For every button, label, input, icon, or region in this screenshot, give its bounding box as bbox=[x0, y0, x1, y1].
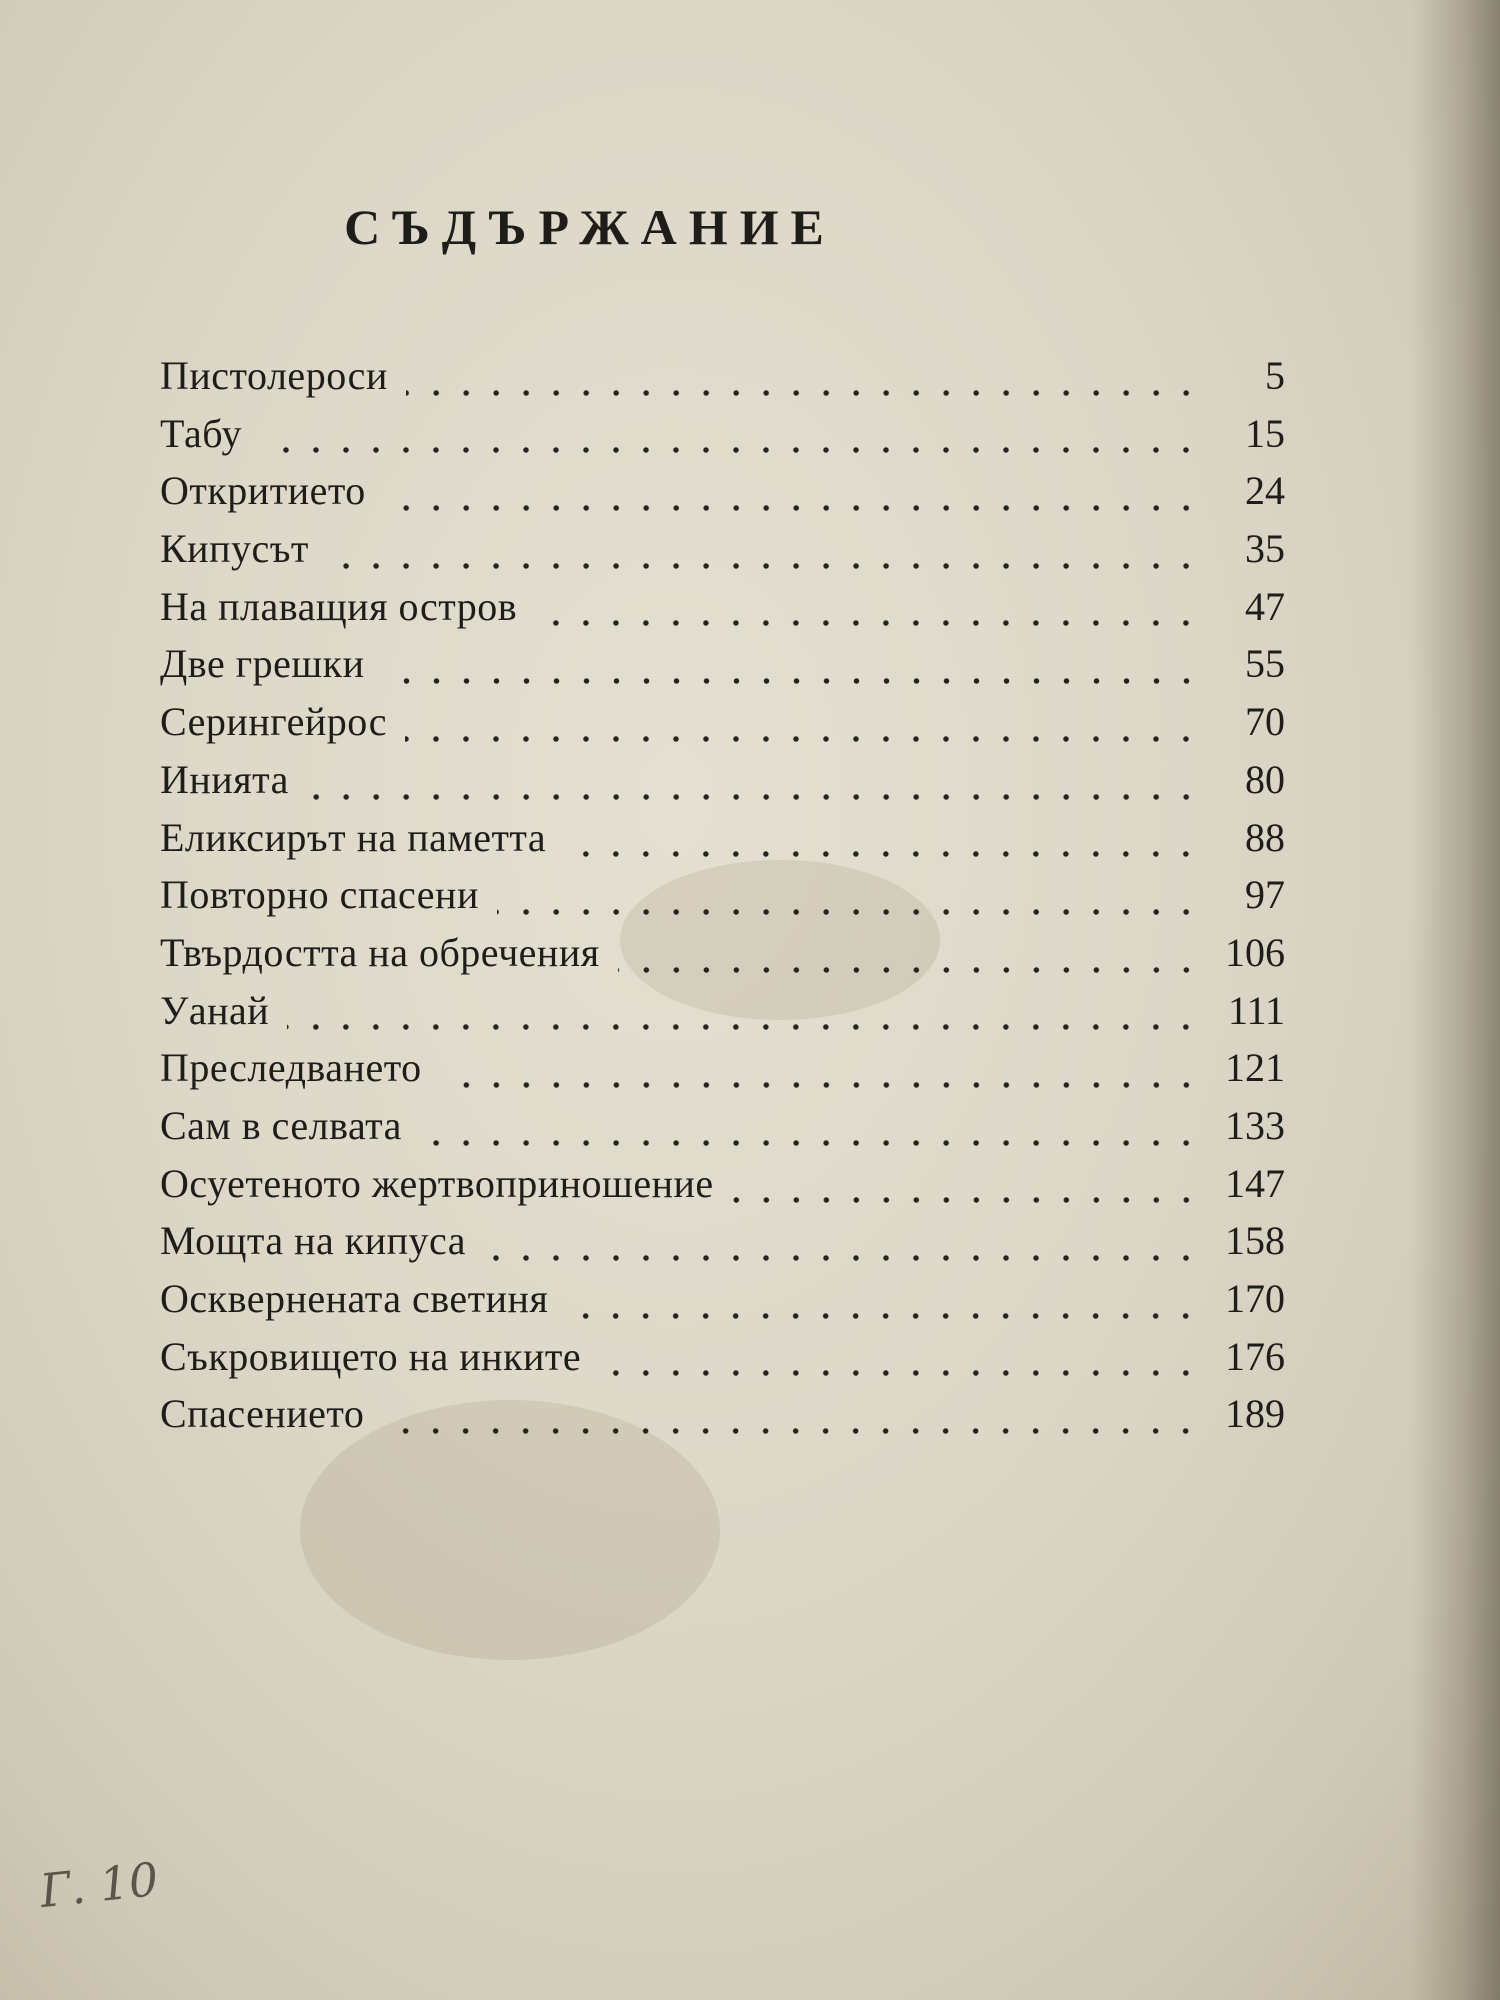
toc-entry-page: 176 bbox=[1225, 1333, 1285, 1379]
toc-entry-page: 147 bbox=[1225, 1160, 1285, 1206]
toc-entry-title: Серингейрос bbox=[160, 699, 388, 745]
dot-leader bbox=[406, 390, 1201, 396]
dot-leader bbox=[564, 851, 1201, 857]
page-title: СЪДЪРЖАНИЕ bbox=[344, 199, 836, 255]
dot-leader bbox=[260, 447, 1201, 453]
toc-entry-title: Откритието bbox=[160, 468, 366, 514]
toc-entry-title: Спасението bbox=[160, 1391, 365, 1437]
toc-entry bbox=[160, 640, 1285, 698]
dot-leader bbox=[440, 1082, 1201, 1088]
toc-entry-title: Пистолероси bbox=[160, 353, 388, 398]
toc-entry-title: Сам в селвата bbox=[160, 1102, 402, 1148]
toc-entry bbox=[160, 1044, 1285, 1102]
toc-entry-page: 55 bbox=[1245, 641, 1285, 687]
dot-leader bbox=[327, 563, 1201, 569]
handwritten-note: Г. 10 bbox=[37, 1851, 161, 1919]
page-edge-shadow bbox=[1410, 0, 1500, 2000]
dot-leader bbox=[384, 505, 1201, 511]
dot-leader bbox=[383, 678, 1202, 684]
toc-entry-page: 80 bbox=[1245, 756, 1285, 802]
toc-entry-page: 121 bbox=[1225, 1045, 1285, 1091]
toc-entry bbox=[160, 1102, 1285, 1160]
toc-entry bbox=[160, 583, 1285, 641]
toc-entry-page: 133 bbox=[1225, 1102, 1285, 1148]
toc-entry-page: 170 bbox=[1225, 1276, 1285, 1321]
toc-entry-title: Осуетеното жертвоприношение bbox=[160, 1160, 714, 1206]
toc-entry-page: 15 bbox=[1245, 410, 1285, 456]
toc-entry-page: 88 bbox=[1245, 814, 1285, 860]
toc-entry bbox=[160, 756, 1285, 814]
dot-leader bbox=[287, 1024, 1201, 1030]
toc-entry bbox=[160, 1275, 1285, 1333]
dot-leader bbox=[618, 967, 1201, 973]
toc-entry-title: На плаващия остров bbox=[160, 583, 518, 629]
toc-entry-title: Еликсирът на паметта bbox=[160, 814, 547, 860]
toc-entry-title: Твърдостта на обречения bbox=[160, 929, 600, 975]
toc-entry-page: 47 bbox=[1245, 583, 1285, 629]
toc-entry-page: 189 bbox=[1225, 1391, 1285, 1437]
toc-entry-page: 35 bbox=[1245, 526, 1285, 572]
toc-entry-page: 106 bbox=[1225, 929, 1285, 975]
toc-entry-title: Повторно спасени bbox=[160, 872, 479, 918]
dot-leader bbox=[566, 1313, 1201, 1319]
toc-entry bbox=[160, 698, 1285, 756]
toc-entry-page: 97 bbox=[1245, 872, 1285, 918]
dot-leader bbox=[307, 794, 1201, 800]
dot-leader bbox=[599, 1370, 1201, 1376]
toc-entry-page: 70 bbox=[1245, 699, 1285, 745]
dot-leader bbox=[535, 620, 1201, 626]
toc-entry-page: 111 bbox=[1227, 987, 1285, 1033]
toc-entry bbox=[160, 525, 1285, 583]
toc-entry-title: Уанай bbox=[160, 987, 270, 1033]
toc-entry-title: Кипусът bbox=[160, 526, 309, 572]
dot-leader bbox=[420, 1140, 1201, 1146]
toc-entry bbox=[160, 410, 1285, 468]
toc-entry-page: 24 bbox=[1245, 468, 1285, 514]
toc-entry bbox=[160, 871, 1285, 929]
toc-entry-page: 5 bbox=[1265, 353, 1285, 398]
toc-entry bbox=[160, 1333, 1285, 1391]
toc-entry-title: Съкровището на инките bbox=[160, 1333, 582, 1379]
toc-entry-title: Две грешки bbox=[160, 641, 365, 687]
toc-entry-title: Преследването bbox=[160, 1045, 422, 1091]
toc-entry bbox=[160, 814, 1285, 872]
toc-entry bbox=[160, 929, 1285, 987]
toc-entry bbox=[160, 1160, 1285, 1218]
toc-entry-title: Осквернената светиня bbox=[160, 1276, 549, 1321]
toc-entry bbox=[160, 1390, 1285, 1448]
toc-entry-title: Табу bbox=[160, 410, 243, 456]
toc-entry-title: Мощта на кипуса bbox=[160, 1218, 466, 1264]
dot-leader bbox=[405, 736, 1201, 742]
table-of-contents bbox=[160, 352, 1285, 1448]
dot-leader bbox=[732, 1197, 1201, 1203]
dot-leader bbox=[484, 1255, 1201, 1261]
toc-entry-title: Инията bbox=[160, 756, 289, 802]
toc-entry bbox=[160, 1217, 1285, 1275]
dot-leader bbox=[382, 1428, 1201, 1434]
toc-entry bbox=[160, 467, 1285, 525]
dot-leader bbox=[497, 909, 1201, 915]
toc-entry bbox=[160, 987, 1285, 1045]
toc-entry bbox=[160, 352, 1285, 410]
toc-entry-page: 158 bbox=[1225, 1218, 1285, 1264]
